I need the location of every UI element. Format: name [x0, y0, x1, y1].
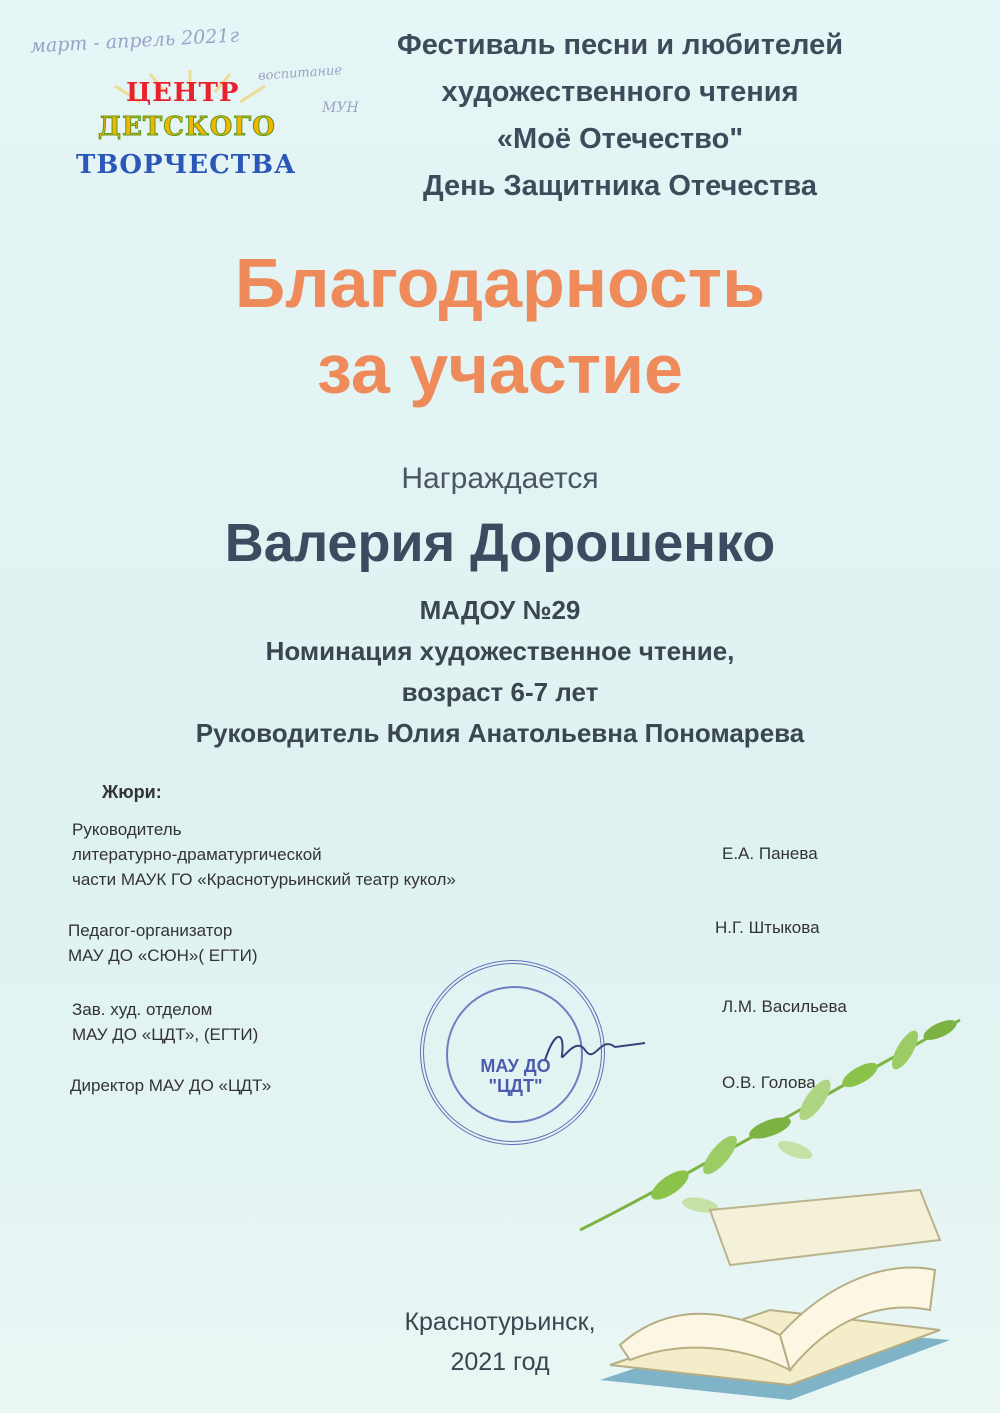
certificate-title [150, 240, 850, 412]
jury-member-name: Е.А. Панева [722, 844, 818, 863]
header-line: «Моё Отечество" [496, 123, 744, 155]
jury-role-line: Директор МАУ ДО «ЦДТ» [70, 1076, 272, 1095]
stamp-line: МАУ ДО [480, 1056, 551, 1076]
stamp-line: "ЦДТ" [488, 1076, 543, 1096]
jury-member-name: Н.Г. Штыкова [715, 918, 820, 937]
logo-text: ДЕТСКОГО [98, 112, 276, 142]
title-line: за участие [317, 330, 683, 408]
jury-role-line: Педагог-организатор [68, 921, 233, 940]
header-line: Фестиваль песни и любителей [396, 29, 844, 61]
handwritten-note: март - апрель 2021г [29, 24, 240, 58]
recipient-info [80, 590, 920, 754]
center-logo [70, 70, 297, 190]
jury-role-line: МАУ ДО «СЮН»( ЕГТИ) [68, 946, 258, 965]
footer-city: Краснотурьинск, [404, 1308, 596, 1336]
nomination: Номинация художественное чтение, [265, 636, 735, 666]
logo-text: ТВОРЧЕСТВА [76, 150, 297, 180]
jury-role [68, 918, 258, 968]
festival-header [370, 22, 870, 210]
signature [540, 1025, 650, 1075]
logo-text: ЦЕНТР [126, 78, 240, 108]
jury-role-line: Руководитель [72, 820, 182, 839]
header-line: художественного чтения [441, 76, 799, 108]
jury-role [72, 997, 258, 1047]
institution: МАДОУ №29 [419, 595, 581, 625]
jury-role-line: литературно-драматургической [72, 845, 322, 864]
recipient-name: Валерия Дорошенко [224, 513, 776, 573]
footer [320, 1302, 680, 1382]
handwritten-note: МУН [322, 100, 359, 116]
handwritten-note: воспитание [257, 63, 343, 84]
supervisor: Руководитель Юлия Анатольевна Пономарева [195, 718, 805, 748]
jury-role-line: МАУ ДО «ЦДТ», (ЕГТИ) [72, 1025, 259, 1044]
age-group: возраст 6-7 лет [401, 677, 599, 707]
jury-member-name: Л.М. Васильева [722, 997, 847, 1016]
awarded-label: Награждается [401, 462, 599, 495]
footer-year: 2021 год [450, 1348, 550, 1376]
jury-role [72, 817, 456, 892]
jury-label: Жюри: [102, 782, 162, 802]
jury-member-name: О.В. Голова [722, 1073, 816, 1092]
jury-role-line: Зав. худ. отделом [72, 1000, 213, 1019]
header-line: День Защитника Отечества [422, 170, 818, 202]
title-line: Благодарность [234, 244, 766, 322]
jury-role [70, 1073, 271, 1098]
jury-role-line: части МАУК ГО «Краснотурьинский театр кукол» [72, 870, 456, 889]
